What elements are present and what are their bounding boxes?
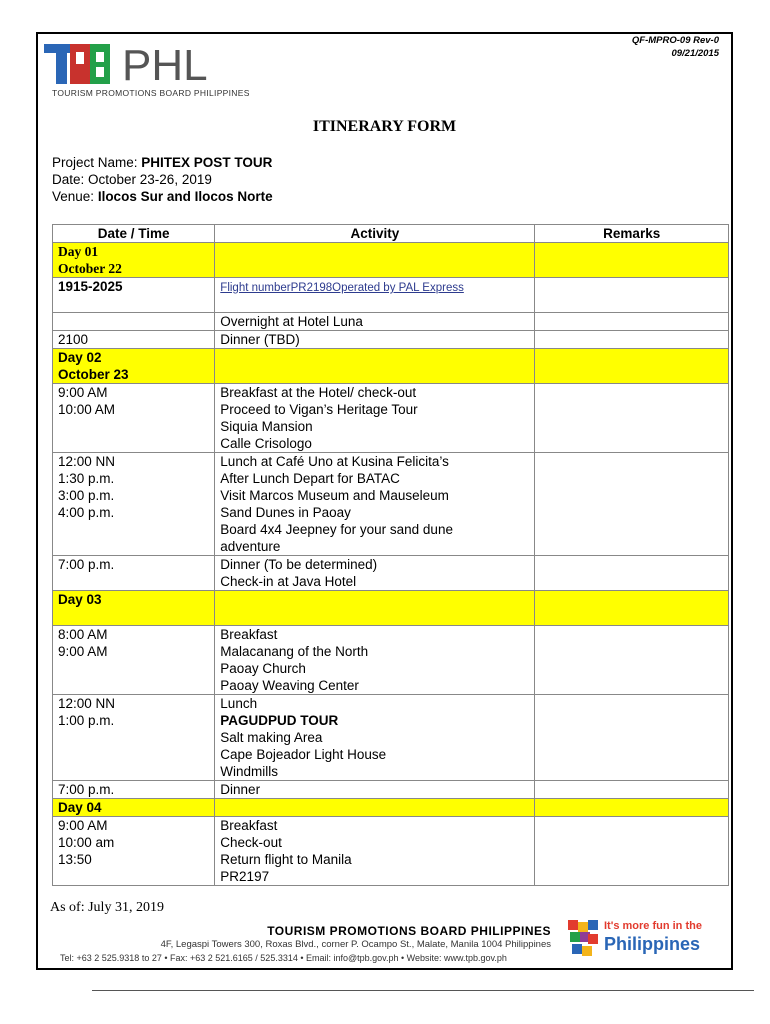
day-cell: [53, 349, 215, 384]
activity-line: Board 4x4 Jeepney for your sand dune: [220, 522, 453, 537]
form-title: ITINERARY FORM: [312, 118, 457, 135]
project-name-label: Project Name:: [52, 155, 138, 170]
project-info: [52, 154, 273, 205]
activity-line: Siquia Mansion: [220, 419, 313, 434]
col-header-activity: Activity: [215, 225, 535, 243]
project-date: Date: October 23-26, 2019: [52, 172, 212, 187]
activity-line: Breakfast: [220, 627, 278, 642]
activity-line: Check-in at Java Hotel: [220, 574, 357, 589]
svg-text:PHL: PHL: [122, 41, 208, 90]
table-row: [53, 331, 729, 349]
footer-title: TOURISM PROMOTIONS BOARD PHILIPPINES: [267, 924, 551, 938]
activity-line: Lunch: [220, 696, 258, 711]
table-row: [53, 278, 729, 313]
activity-cell: Dinner: [215, 781, 535, 799]
form-code: [632, 34, 719, 60]
time-cell: 8:00 AM: [58, 627, 108, 642]
time-cell: 7:00 p.m.: [53, 781, 215, 799]
activity-line: Salt making Area: [220, 730, 323, 745]
activity-line: Paoay Church: [220, 661, 306, 676]
activity-line: Return flight to Manila: [220, 852, 352, 867]
form-code-number: QF-MPRO-09 Rev-0: [631, 35, 719, 46]
time-cell: 2100: [53, 331, 215, 349]
time-cell: 10:00 AM: [58, 402, 116, 417]
flight-link[interactable]: Flight numberPR2198Operated by PAL Express: [220, 282, 464, 294]
time-cell: 9:00 AM: [58, 385, 108, 400]
tpb-phl-logo: [44, 40, 254, 90]
activity-line: Dinner (To be determined): [220, 557, 378, 572]
time-cell: 1:00 p.m.: [58, 713, 115, 728]
activity-line: Windmills: [220, 764, 279, 779]
time-cell: 12:00 NN: [58, 696, 116, 711]
time-cell: 4:00 p.m.: [58, 505, 115, 520]
time-cell: 12:00 NN: [58, 454, 116, 469]
time-cell: 9:00 AM: [58, 644, 108, 659]
col-header-remarks: Remarks: [535, 225, 729, 243]
time-cell: 1:30 p.m.: [58, 471, 115, 486]
table-row: [53, 453, 729, 556]
time-cell: 9:00 AM: [58, 818, 108, 833]
day-row: [53, 591, 729, 626]
time-cell: 3:00 p.m.: [58, 488, 115, 503]
table-row: [53, 695, 729, 781]
philippines-mosaic-icon: [566, 918, 600, 960]
itinerary-table: [52, 224, 729, 886]
activity-line: Malacanang of the North: [220, 644, 369, 659]
activity-line: Proceed to Vigan’s Heritage Tour: [220, 402, 418, 417]
activity-cell: Overnight at Hotel Luna: [215, 313, 535, 331]
activity-line: PR2197: [220, 869, 270, 884]
as-of-date: As of: July 31, 2019: [50, 900, 164, 915]
activity-line: Breakfast: [220, 818, 278, 833]
day-date: October 22: [58, 261, 122, 276]
day-row: [53, 349, 729, 384]
day-label: Day 02: [58, 350, 102, 365]
badge-country: Philippines: [604, 934, 701, 954]
time-cell: 1915-2025: [58, 279, 123, 294]
day-cell: Day 04: [53, 799, 215, 817]
col-header-date: Date / Time: [53, 225, 215, 243]
day-row: [53, 799, 729, 817]
activity-line: Sand Dunes in Paoay: [220, 505, 351, 520]
time-cell: 13:50: [58, 852, 92, 867]
day-date: October 23: [58, 367, 129, 382]
activity-line: adventure: [220, 539, 281, 554]
day-label: Day 01: [58, 244, 99, 259]
activity-line: Paoay Weaving Center: [220, 678, 359, 693]
table-row: [53, 313, 729, 331]
form-page: [36, 32, 733, 970]
footer-address: 4F, Legaspi Towers 300, Roxas Blvd., corner P. Ocampo St., Malate, Manila 1004 Philippines: [160, 939, 551, 950]
logo-subtitle: TOURISM PROMOTIONS BOARD PHILIPPINES: [52, 88, 250, 98]
footer-contact: Tel: +63 2 525.9318 to 27 • Fax: +63 2 521.6165 / 525.3314 • Email: info@tpb.gov.ph • Website: www.tpb.gov.ph: [60, 953, 507, 963]
activity-line: Breakfast at the Hotel/ check-out: [220, 385, 417, 400]
activity-line: Check-out: [220, 835, 282, 850]
activity-line: Calle Crisologo: [220, 436, 312, 451]
time-cell: 7:00 p.m.: [53, 556, 215, 591]
activity-cell: Dinner (TBD): [215, 331, 535, 349]
venue-label: Venue:: [52, 189, 95, 204]
form-code-date: 09/21/2015: [671, 48, 719, 59]
day-row: [53, 243, 729, 278]
activity-line: Visit Marcos Museum and Mauseleum: [220, 488, 449, 503]
time-cell: 10:00 am: [58, 835, 115, 850]
activity-line: After Lunch Depart for BATAC: [220, 471, 400, 486]
day-cell: [53, 243, 215, 278]
table-row: [53, 556, 729, 591]
project-name-value: PHITEX POST TOUR: [141, 155, 273, 170]
badge-tagline: It's more fun in the: [604, 920, 702, 932]
table-row: [53, 781, 729, 799]
table-row: [53, 817, 729, 886]
its-more-fun-logo: [566, 914, 726, 964]
table-row: [53, 626, 729, 695]
table-row: [53, 384, 729, 453]
bottom-rule: [92, 990, 754, 991]
activity-heading: PAGUDPUD TOUR: [220, 713, 339, 728]
day-cell: Day 03: [53, 591, 215, 626]
venue-value: Ilocos Sur and Ilocos Norte: [97, 189, 273, 204]
activity-line: Cape Bojeador Light House: [220, 747, 387, 762]
activity-line: Lunch at Café Uno at Kusina Felicita’s: [220, 454, 449, 469]
